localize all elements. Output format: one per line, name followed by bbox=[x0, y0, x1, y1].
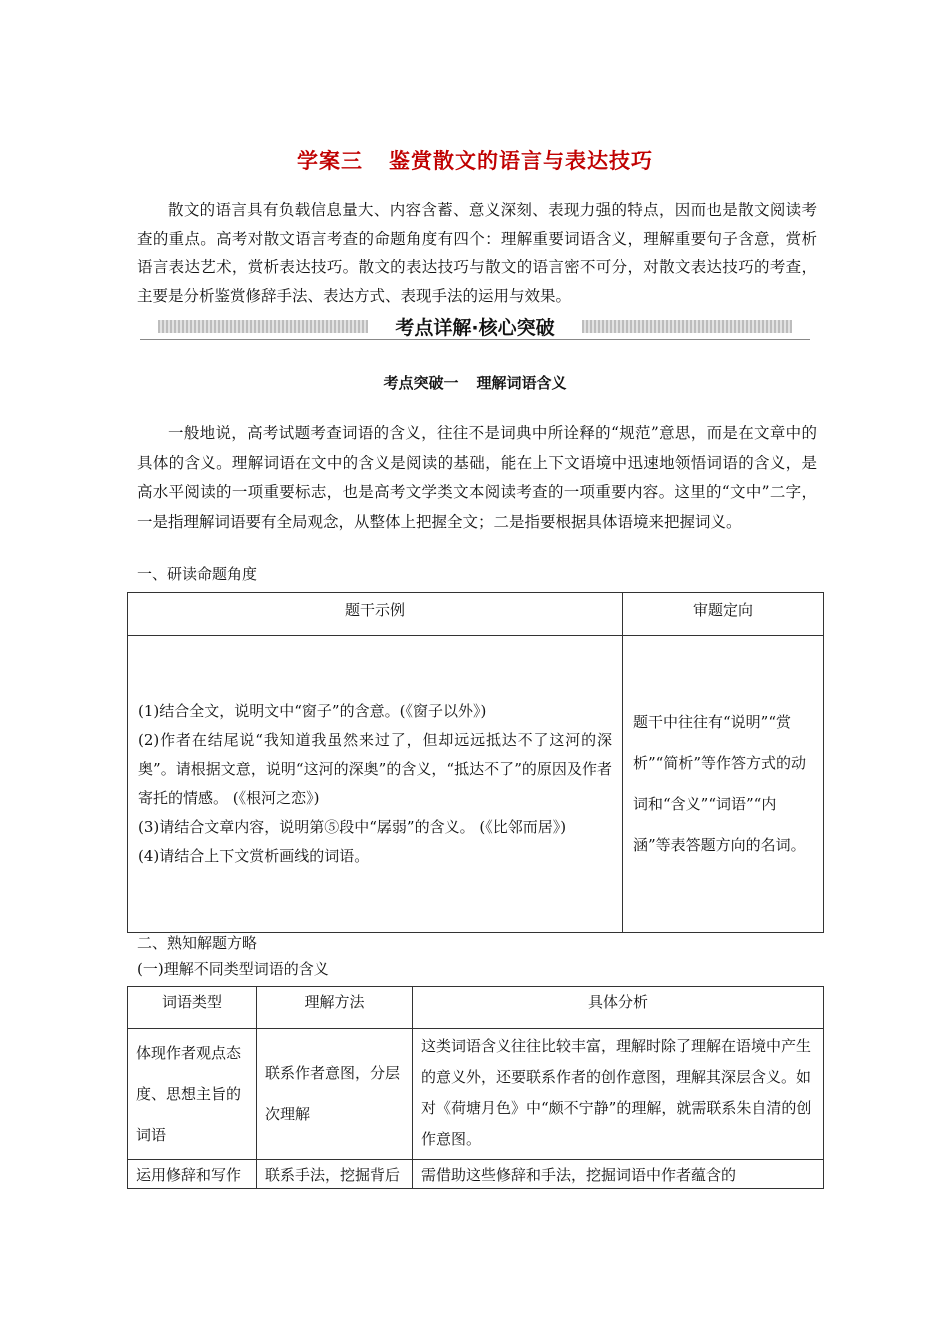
subsection-heading: 考点突破一 理解词语含义 bbox=[383, 374, 567, 392]
word-type-table bbox=[127, 986, 824, 1189]
intro-paragraph: 散文的语言具有负载信息量大、内容含蓄、意义深刻、表现力强的特点，因而也是散文阅读考查的重点。高考对散文语言考查的命题角度有四个：理解重要词语含义，理解重要句子含意，赏析语言表达艺术，赏析表达技巧。散文的表达技巧与散文的语言密不可分，对散文表达技巧的考查，主要是分析鉴赏修辞手法、表达方式、表现手法的运用与效果。 bbox=[137, 201, 817, 305]
question-4: (4)请结合上下文赏析画线的词语。 bbox=[138, 847, 370, 865]
table2-row2-analysis: 需借助这些修辞和手法，挖掘词语中作者蕴含的 bbox=[413, 1160, 824, 1189]
table1-answer: 题干中往往有“说明”“赏析”“简析”等作答方式的动词和“含义”“词语”“内涵”等表答题方向的名词。 bbox=[623, 636, 824, 933]
table2-row2-method: 联系手法，挖掘背后 bbox=[257, 1160, 413, 1189]
table2-header-analysis: 具体分析 bbox=[413, 987, 824, 1029]
page-title: 学案三 鉴赏散文的语言与表达技巧 bbox=[297, 149, 653, 173]
table2-header-type: 词语类型 bbox=[128, 987, 257, 1029]
section-heading-2: 二、熟知解题方略 bbox=[137, 934, 258, 952]
table1-questions bbox=[128, 636, 623, 933]
table2-row1-type: 体现作者观点态度、思想主旨的词语 bbox=[128, 1029, 257, 1160]
question-2: (2)作者在结尾说“我知道我虽然来过了，但却远远抵达不了这河的深奥”。请根据文意，说明“这河的深奥”的含义，“抵达不了”的原因及作者寄托的情感。 (《根河之恋》) bbox=[138, 731, 612, 807]
table2-row2-type: 运用修辞和写作 bbox=[128, 1160, 257, 1189]
body-paragraph: 一般地说，高考试题考查词语的含义，往往不是词典中所诠释的“规范”意思，而是在文章中的具体的含义。理解词语在文中的含义是阅读的基础，能在上下文语境中迅速地领悟词语的含义，是高水平阅读的一项重要标志，也是高考文学类文本阅读考查的一项重要内容。这里的“文中”二字，一是指理解词语要有全局观念，从整体上把握全文；二是指要根据具体语境来把握词义。 bbox=[137, 424, 817, 531]
table2-row1-method: 联系作者意图，分层次理解 bbox=[257, 1029, 413, 1160]
table2-header-method: 理解方法 bbox=[257, 987, 413, 1029]
table1-header-left: 题干示例 bbox=[128, 593, 623, 636]
question-angle-table bbox=[127, 592, 824, 933]
table1-header-right: 审题定向 bbox=[623, 593, 824, 636]
banner-label: 考点详解·核心突破 bbox=[140, 313, 810, 340]
section-heading-1: 一、研读命题角度 bbox=[137, 565, 258, 583]
question-1: (1)结合全文，说明文中“窗子”的含意。(《窗子以外》) bbox=[138, 702, 487, 720]
banner-divider bbox=[140, 339, 810, 340]
table2-row1-analysis: 这类词语含义往往比较丰富，理解时除了理解在语境中产生的意义外，还要联系作者的创作意图，理解其深层含义。如对《荷塘月色》中“颇不宁静”的理解，就需联系朱自清的创作意图。 bbox=[413, 1029, 824, 1160]
section-subheading-2: (一)理解不同类型词语的含义 bbox=[137, 960, 329, 978]
question-3: (3)请结合文章内容，说明第⑤段中“孱弱”的含义。 (《比邻而居》) bbox=[138, 818, 567, 836]
section-banner bbox=[140, 312, 810, 342]
